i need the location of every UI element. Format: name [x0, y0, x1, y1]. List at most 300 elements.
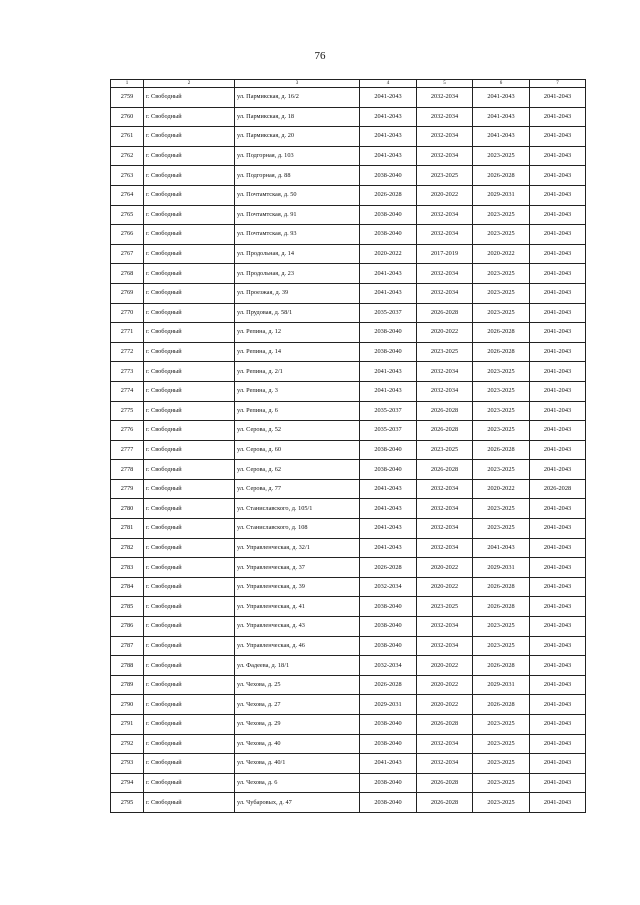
period-1-cell: 2038-2040 [360, 440, 417, 460]
period-4-cell: 2041-2043 [530, 342, 586, 362]
table-row [111, 597, 586, 617]
city-cell: г. Свободный [144, 381, 235, 401]
page-number: 76 [314, 50, 326, 62]
city-cell: г. Свободный [144, 519, 235, 539]
column-number: 1 [111, 80, 144, 88]
city-cell: г. Свободный [144, 440, 235, 460]
address-cell: ул. Продольная, д. 23 [235, 264, 360, 284]
city-cell: г. Свободный [144, 127, 235, 147]
table-row [111, 205, 586, 225]
row-number-cell: 2783 [111, 558, 144, 578]
city-cell: г. Свободный [144, 715, 235, 735]
city-cell: г. Свободный [144, 675, 235, 695]
period-1-cell: 2038-2040 [360, 715, 417, 735]
row-number-cell: 2780 [111, 499, 144, 519]
row-number-cell: 2762 [111, 146, 144, 166]
period-2-cell: 2020-2022 [417, 656, 473, 676]
period-4-cell: 2041-2043 [530, 538, 586, 558]
address-cell: ул. Станиславского, д. 108 [235, 519, 360, 539]
row-number-cell: 2775 [111, 401, 144, 421]
city-cell: г. Свободный [144, 773, 235, 793]
address-cell: ул. Пармикская, д. 18 [235, 107, 360, 127]
table-row [111, 617, 586, 637]
row-number-cell: 2766 [111, 225, 144, 245]
address-cell: ул. Репина, д. 3 [235, 381, 360, 401]
city-cell: г. Свободный [144, 185, 235, 205]
row-number-cell: 2790 [111, 695, 144, 715]
period-2-cell: 2020-2022 [417, 185, 473, 205]
period-4-cell: 2026-2028 [530, 479, 586, 499]
period-2-cell: 2032-2034 [417, 636, 473, 656]
period-4-cell: 2041-2043 [530, 675, 586, 695]
period-2-cell: 2020-2022 [417, 675, 473, 695]
period-1-cell: 2038-2040 [360, 460, 417, 480]
period-3-cell: 2020-2022 [473, 244, 530, 264]
table-row [111, 381, 586, 401]
period-1-cell: 2041-2043 [360, 146, 417, 166]
period-1-cell: 2041-2043 [360, 362, 417, 382]
address-cell: ул. Управленческая, д. 32/1 [235, 538, 360, 558]
address-cell: ул. Управленческая, д. 37 [235, 558, 360, 578]
table-row [111, 773, 586, 793]
row-number-cell: 2781 [111, 519, 144, 539]
period-2-cell: 2026-2028 [417, 303, 473, 323]
row-number-cell: 2788 [111, 656, 144, 676]
period-1-cell: 2020-2022 [360, 244, 417, 264]
period-4-cell: 2041-2043 [530, 715, 586, 735]
address-cell: ул. Чехова, д. 40/1 [235, 754, 360, 774]
address-cell: ул. Чехова, д. 6 [235, 773, 360, 793]
city-cell: г. Свободный [144, 754, 235, 774]
city-cell: г. Свободный [144, 283, 235, 303]
column-number: 5 [417, 80, 473, 88]
period-1-cell: 2041-2043 [360, 479, 417, 499]
period-4-cell: 2041-2043 [530, 793, 586, 813]
row-number-cell: 2772 [111, 342, 144, 362]
row-number-cell: 2776 [111, 421, 144, 441]
period-4-cell: 2041-2043 [530, 636, 586, 656]
period-3-cell: 2023-2025 [473, 283, 530, 303]
period-3-cell: 2026-2028 [473, 656, 530, 676]
period-3-cell: 2026-2028 [473, 342, 530, 362]
row-number-cell: 2761 [111, 127, 144, 147]
address-cell: ул. Чехова, д. 29 [235, 715, 360, 735]
period-1-cell: 2026-2028 [360, 675, 417, 695]
table-row [111, 146, 586, 166]
period-1-cell: 2041-2043 [360, 538, 417, 558]
table-row [111, 166, 586, 186]
period-1-cell: 2035-2037 [360, 303, 417, 323]
city-cell: г. Свободный [144, 636, 235, 656]
address-cell: ул. Продольная, д. 14 [235, 244, 360, 264]
row-number-cell: 2791 [111, 715, 144, 735]
address-cell: ул. Чубаровых, д. 47 [235, 793, 360, 813]
address-cell: ул. Подгорная, д. 88 [235, 166, 360, 186]
address-cell: ул. Почтамтская, д. 91 [235, 205, 360, 225]
address-cell: ул. Проезжая, д. 39 [235, 283, 360, 303]
period-4-cell: 2041-2043 [530, 146, 586, 166]
table-body [111, 88, 586, 813]
row-number-cell: 2771 [111, 323, 144, 343]
period-1-cell: 2029-2031 [360, 695, 417, 715]
period-3-cell: 2023-2025 [473, 617, 530, 637]
period-2-cell: 2032-2034 [417, 499, 473, 519]
table-row [111, 421, 586, 441]
period-1-cell: 2038-2040 [360, 793, 417, 813]
address-cell: ул. Репина, д. 2/1 [235, 362, 360, 382]
period-1-cell: 2041-2043 [360, 499, 417, 519]
period-1-cell: 2026-2028 [360, 185, 417, 205]
period-3-cell: 2023-2025 [473, 421, 530, 441]
period-2-cell: 2026-2028 [417, 793, 473, 813]
period-4-cell: 2041-2043 [530, 185, 586, 205]
period-3-cell: 2023-2025 [473, 715, 530, 735]
period-1-cell: 2035-2037 [360, 401, 417, 421]
period-2-cell: 2032-2034 [417, 479, 473, 499]
table-row [111, 793, 586, 813]
address-cell: ул. Почтамтская, д. 93 [235, 225, 360, 245]
table-row [111, 479, 586, 499]
address-cell: ул. Репина, д. 14 [235, 342, 360, 362]
period-3-cell: 2023-2025 [473, 793, 530, 813]
period-4-cell: 2041-2043 [530, 421, 586, 441]
period-1-cell: 2038-2040 [360, 773, 417, 793]
period-4-cell: 2041-2043 [530, 127, 586, 147]
city-cell: г. Свободный [144, 323, 235, 343]
period-3-cell: 2029-2031 [473, 675, 530, 695]
period-1-cell: 2041-2043 [360, 107, 417, 127]
row-number-cell: 2782 [111, 538, 144, 558]
period-2-cell: 2032-2034 [417, 617, 473, 637]
table-row [111, 362, 586, 382]
row-number-cell: 2792 [111, 734, 144, 754]
period-1-cell: 2038-2040 [360, 734, 417, 754]
row-number-cell: 2784 [111, 577, 144, 597]
period-4-cell: 2041-2043 [530, 577, 586, 597]
period-4-cell: 2041-2043 [530, 695, 586, 715]
period-2-cell: 2032-2034 [417, 205, 473, 225]
address-cell: ул. Серова, д. 62 [235, 460, 360, 480]
period-3-cell: 2023-2025 [473, 734, 530, 754]
row-number-cell: 2777 [111, 440, 144, 460]
period-1-cell: 2035-2037 [360, 421, 417, 441]
period-3-cell: 2023-2025 [473, 754, 530, 774]
period-3-cell: 2023-2025 [473, 205, 530, 225]
period-3-cell: 2023-2025 [473, 636, 530, 656]
address-cell: ул. Репина, д. 6 [235, 401, 360, 421]
period-2-cell: 2020-2022 [417, 558, 473, 578]
row-number-cell: 2786 [111, 617, 144, 637]
period-2-cell: 2032-2034 [417, 519, 473, 539]
column-number: 3 [235, 80, 360, 88]
table-row [111, 499, 586, 519]
period-4-cell: 2041-2043 [530, 166, 586, 186]
row-number-cell: 2793 [111, 754, 144, 774]
address-cell: ул. Чехова, д. 25 [235, 675, 360, 695]
period-3-cell: 2029-2031 [473, 185, 530, 205]
period-3-cell: 2023-2025 [473, 225, 530, 245]
table-row [111, 558, 586, 578]
address-cell: ул. Чехова, д. 27 [235, 695, 360, 715]
period-3-cell: 2023-2025 [473, 362, 530, 382]
period-2-cell: 2032-2034 [417, 88, 473, 108]
period-4-cell: 2041-2043 [530, 558, 586, 578]
city-cell: г. Свободный [144, 460, 235, 480]
city-cell: г. Свободный [144, 577, 235, 597]
period-1-cell: 2026-2028 [360, 558, 417, 578]
period-1-cell: 2041-2043 [360, 754, 417, 774]
period-3-cell: 2026-2028 [473, 440, 530, 460]
address-cell: ул. Станиславского, д. 105/1 [235, 499, 360, 519]
row-number-cell: 2769 [111, 283, 144, 303]
row-number-cell: 2765 [111, 205, 144, 225]
address-cell: ул. Управленческая, д. 43 [235, 617, 360, 637]
period-4-cell: 2041-2043 [530, 362, 586, 382]
period-2-cell: 2017-2019 [417, 244, 473, 264]
city-cell: г. Свободный [144, 88, 235, 108]
period-1-cell: 2032-2034 [360, 656, 417, 676]
table-row [111, 244, 586, 264]
city-cell: г. Свободный [144, 264, 235, 284]
period-4-cell: 2041-2043 [530, 754, 586, 774]
table-row [111, 342, 586, 362]
period-2-cell: 2032-2034 [417, 127, 473, 147]
period-1-cell: 2038-2040 [360, 225, 417, 245]
row-number-cell: 2785 [111, 597, 144, 617]
period-3-cell: 2023-2025 [473, 146, 530, 166]
table-row [111, 303, 586, 323]
table-row [111, 88, 586, 108]
table-row [111, 675, 586, 695]
row-number-cell: 2778 [111, 460, 144, 480]
city-cell: г. Свободный [144, 558, 235, 578]
row-number-cell: 2773 [111, 362, 144, 382]
city-cell: г. Свободный [144, 146, 235, 166]
column-number: 4 [360, 80, 417, 88]
row-number-cell: 2770 [111, 303, 144, 323]
city-cell: г. Свободный [144, 499, 235, 519]
period-2-cell: 2026-2028 [417, 421, 473, 441]
address-cell: ул. Управленческая, д. 41 [235, 597, 360, 617]
period-4-cell: 2041-2043 [530, 773, 586, 793]
city-cell: г. Свободный [144, 656, 235, 676]
table-row [111, 695, 586, 715]
address-cell: ул. Репина, д. 12 [235, 323, 360, 343]
period-3-cell: 2041-2043 [473, 88, 530, 108]
table-row [111, 440, 586, 460]
row-number-cell: 2764 [111, 185, 144, 205]
period-2-cell: 2026-2028 [417, 773, 473, 793]
table-row [111, 577, 586, 597]
period-1-cell: 2038-2040 [360, 617, 417, 637]
period-2-cell: 2032-2034 [417, 538, 473, 558]
period-3-cell: 2026-2028 [473, 695, 530, 715]
city-cell: г. Свободный [144, 734, 235, 754]
city-cell: г. Свободный [144, 421, 235, 441]
address-cell: ул. Пармикская, д. 20 [235, 127, 360, 147]
period-4-cell: 2041-2043 [530, 303, 586, 323]
address-cell: ул. Серова, д. 77 [235, 479, 360, 499]
period-4-cell: 2041-2043 [530, 107, 586, 127]
period-2-cell: 2023-2025 [417, 342, 473, 362]
period-3-cell: 2023-2025 [473, 381, 530, 401]
period-3-cell: 2023-2025 [473, 460, 530, 480]
table-row [111, 323, 586, 343]
period-4-cell: 2041-2043 [530, 401, 586, 421]
row-number-cell: 2789 [111, 675, 144, 695]
table-row [111, 734, 586, 754]
period-3-cell: 2029-2031 [473, 558, 530, 578]
table-row [111, 519, 586, 539]
period-3-cell: 2026-2028 [473, 577, 530, 597]
table-row [111, 107, 586, 127]
period-2-cell: 2032-2034 [417, 146, 473, 166]
city-cell: г. Свободный [144, 538, 235, 558]
period-1-cell: 2038-2040 [360, 166, 417, 186]
period-4-cell: 2041-2043 [530, 617, 586, 637]
period-1-cell: 2038-2040 [360, 205, 417, 225]
row-number-cell: 2767 [111, 244, 144, 264]
column-number: 2 [144, 80, 235, 88]
row-number-cell: 2779 [111, 479, 144, 499]
address-cell: ул. Прудовая, д. 58/1 [235, 303, 360, 323]
period-3-cell: 2041-2043 [473, 107, 530, 127]
period-4-cell: 2041-2043 [530, 283, 586, 303]
table-row [111, 715, 586, 735]
period-3-cell: 2023-2025 [473, 519, 530, 539]
table-row [111, 264, 586, 284]
column-number: 6 [473, 80, 530, 88]
period-3-cell: 2026-2028 [473, 597, 530, 617]
period-4-cell: 2041-2043 [530, 264, 586, 284]
table-row [111, 656, 586, 676]
period-4-cell: 2041-2043 [530, 499, 586, 519]
period-3-cell: 2023-2025 [473, 499, 530, 519]
period-3-cell: 2023-2025 [473, 264, 530, 284]
period-2-cell: 2032-2034 [417, 225, 473, 245]
city-cell: г. Свободный [144, 479, 235, 499]
period-2-cell: 2032-2034 [417, 754, 473, 774]
period-1-cell: 2032-2034 [360, 577, 417, 597]
period-4-cell: 2041-2043 [530, 519, 586, 539]
city-cell: г. Свободный [144, 166, 235, 186]
period-3-cell: 2041-2043 [473, 538, 530, 558]
address-cell: ул. Серова, д. 52 [235, 421, 360, 441]
period-2-cell: 2026-2028 [417, 460, 473, 480]
period-2-cell: 2032-2034 [417, 362, 473, 382]
city-cell: г. Свободный [144, 107, 235, 127]
row-number-cell: 2768 [111, 264, 144, 284]
city-cell: г. Свободный [144, 205, 235, 225]
period-3-cell: 2026-2028 [473, 166, 530, 186]
period-3-cell: 2023-2025 [473, 303, 530, 323]
period-1-cell: 2041-2043 [360, 88, 417, 108]
period-2-cell: 2023-2025 [417, 597, 473, 617]
period-4-cell: 2041-2043 [530, 460, 586, 480]
period-4-cell: 2041-2043 [530, 734, 586, 754]
address-cell: ул. Подгорная, д. 103 [235, 146, 360, 166]
period-2-cell: 2026-2028 [417, 715, 473, 735]
period-3-cell: 2023-2025 [473, 773, 530, 793]
column-number-row [111, 80, 586, 88]
period-1-cell: 2038-2040 [360, 323, 417, 343]
city-cell: г. Свободный [144, 342, 235, 362]
period-2-cell: 2020-2022 [417, 695, 473, 715]
period-2-cell: 2032-2034 [417, 264, 473, 284]
table-row [111, 636, 586, 656]
address-cell: ул. Пармикская, д. 16/2 [235, 88, 360, 108]
table-row [111, 538, 586, 558]
address-cell: ул. Фадеева, д. 18/1 [235, 656, 360, 676]
period-2-cell: 2032-2034 [417, 734, 473, 754]
row-number-cell: 2795 [111, 793, 144, 813]
city-cell: г. Свободный [144, 793, 235, 813]
period-1-cell: 2041-2043 [360, 264, 417, 284]
period-2-cell: 2023-2025 [417, 440, 473, 460]
row-number-cell: 2794 [111, 773, 144, 793]
period-1-cell: 2038-2040 [360, 597, 417, 617]
address-cell: ул. Управленческая, д. 39 [235, 577, 360, 597]
city-cell: г. Свободный [144, 225, 235, 245]
period-4-cell: 2041-2043 [530, 205, 586, 225]
period-4-cell: 2041-2043 [530, 244, 586, 264]
period-1-cell: 2041-2043 [360, 127, 417, 147]
period-2-cell: 2032-2034 [417, 107, 473, 127]
city-cell: г. Свободный [144, 597, 235, 617]
period-2-cell: 2023-2025 [417, 166, 473, 186]
address-cell: ул. Управленческая, д. 46 [235, 636, 360, 656]
city-cell: г. Свободный [144, 617, 235, 637]
column-number: 7 [530, 80, 586, 88]
period-4-cell: 2041-2043 [530, 597, 586, 617]
period-3-cell: 2026-2028 [473, 323, 530, 343]
table-row [111, 283, 586, 303]
housing-schedule-table [110, 79, 586, 813]
period-3-cell: 2020-2022 [473, 479, 530, 499]
city-cell: г. Свободный [144, 401, 235, 421]
period-4-cell: 2041-2043 [530, 88, 586, 108]
address-cell: ул. Почтамтская, д. 50 [235, 185, 360, 205]
period-2-cell: 2020-2022 [417, 577, 473, 597]
row-number-cell: 2787 [111, 636, 144, 656]
row-number-cell: 2763 [111, 166, 144, 186]
table-row [111, 460, 586, 480]
city-cell: г. Свободный [144, 303, 235, 323]
period-3-cell: 2041-2043 [473, 127, 530, 147]
period-1-cell: 2041-2043 [360, 283, 417, 303]
table-row [111, 185, 586, 205]
table-row [111, 401, 586, 421]
period-2-cell: 2032-2034 [417, 381, 473, 401]
period-1-cell: 2041-2043 [360, 381, 417, 401]
period-4-cell: 2041-2043 [530, 323, 586, 343]
row-number-cell: 2774 [111, 381, 144, 401]
period-3-cell: 2023-2025 [473, 401, 530, 421]
period-4-cell: 2041-2043 [530, 225, 586, 245]
period-1-cell: 2038-2040 [360, 342, 417, 362]
row-number-cell: 2760 [111, 107, 144, 127]
city-cell: г. Свободный [144, 695, 235, 715]
period-2-cell: 2026-2028 [417, 401, 473, 421]
row-number-cell: 2759 [111, 88, 144, 108]
period-1-cell: 2041-2043 [360, 519, 417, 539]
table-row [111, 127, 586, 147]
city-cell: г. Свободный [144, 244, 235, 264]
table-row [111, 754, 586, 774]
period-2-cell: 2032-2034 [417, 283, 473, 303]
period-4-cell: 2041-2043 [530, 656, 586, 676]
address-cell: ул. Серова, д. 60 [235, 440, 360, 460]
